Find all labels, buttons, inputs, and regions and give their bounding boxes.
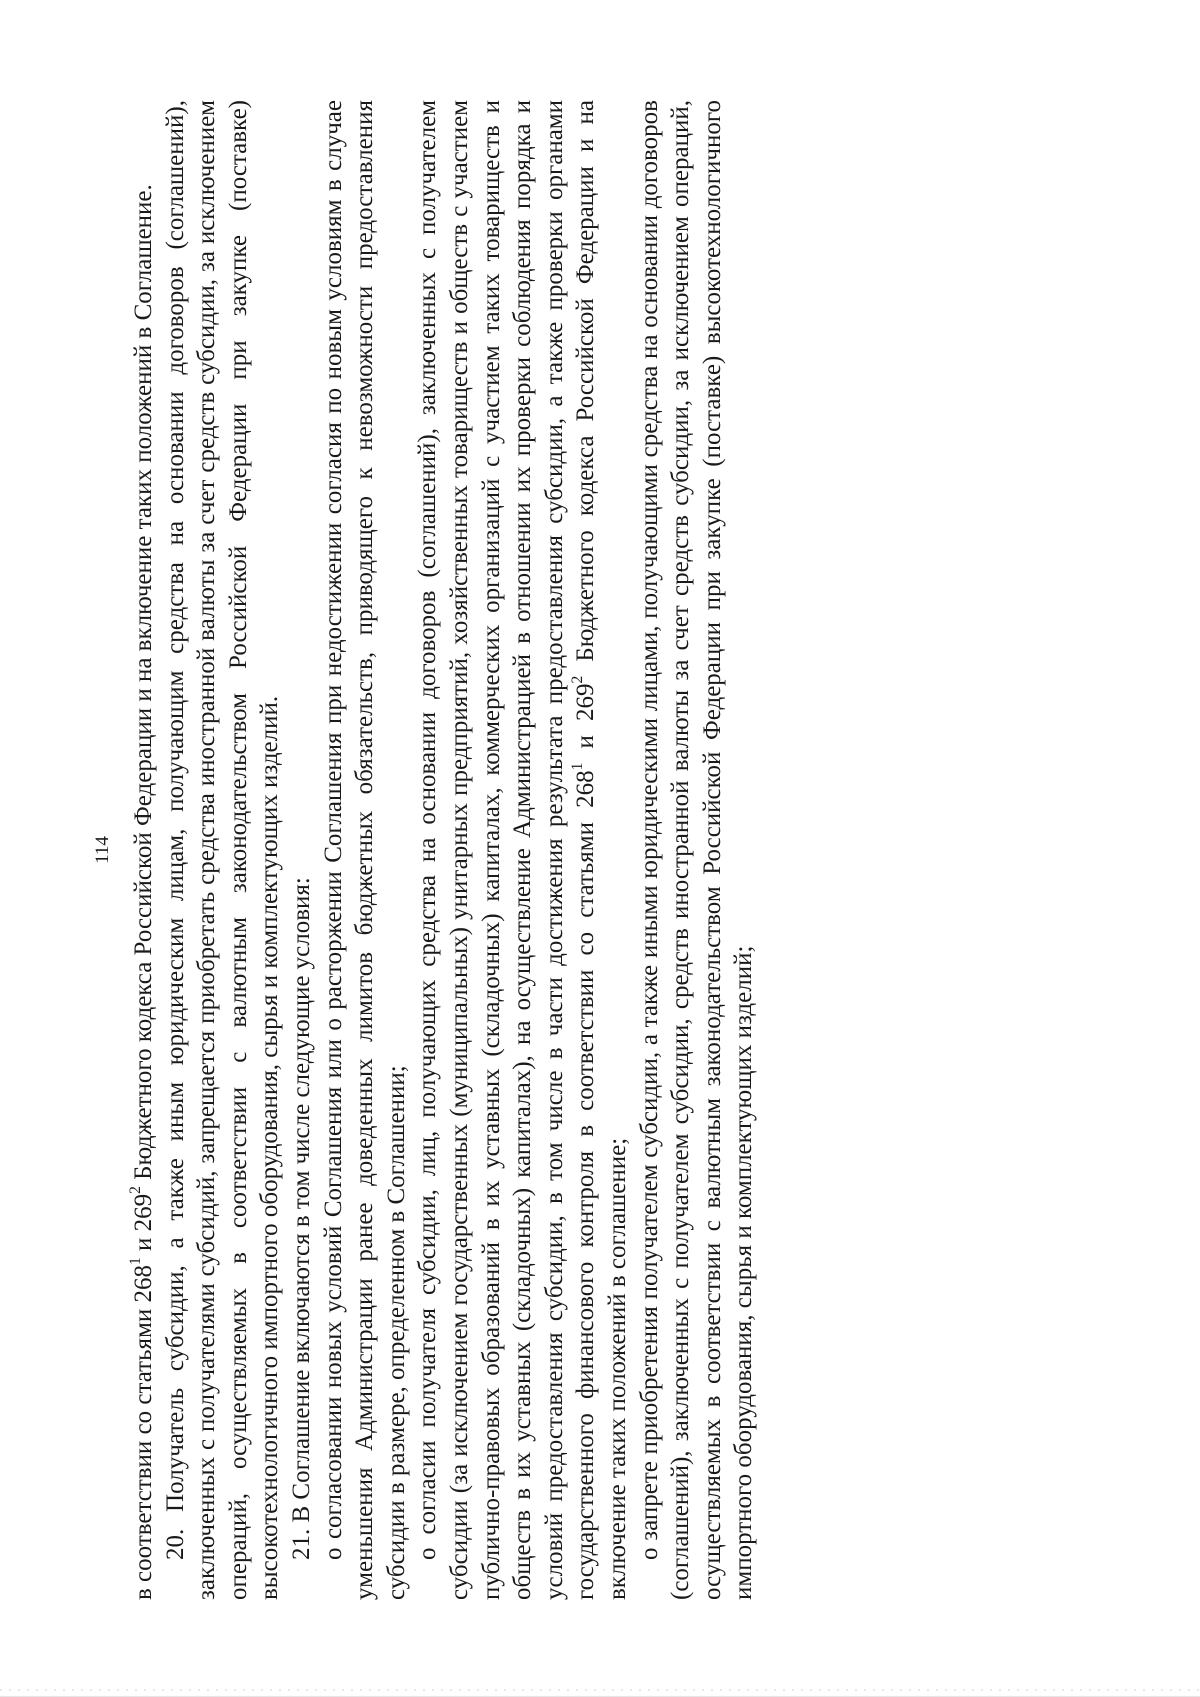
superscript: 2 [127, 1186, 145, 1194]
paragraph-item-21: 21. В Соглашение включаются в том числе следующие условия: [287, 877, 315, 1560]
superscript: 1 [569, 762, 587, 771]
paragraph-text: и 269 [572, 683, 600, 763]
condition-consent-inspection [412, 100, 633, 1600]
condition-agreement-change: о согласовании новых условий Соглашения или о расторжении Соглашения при недостижении согласия по новым условиям в случае уменьшения Администрации ранее доведенных лимитов бюджетных обязательств, приводящего к невозможности предоставления субсидии в размере, определенном в Соглашении; [319, 100, 410, 1600]
paragraph-text: и 269 [130, 1193, 157, 1258]
rotated-page-content [92, 100, 1032, 1600]
page-number: 114 [92, 836, 113, 864]
paragraph-text: Бюджетного кодекса Российской Федерации и на включение таких положений в Соглашение. [130, 184, 157, 1187]
paragraph-continuation [128, 100, 160, 1600]
superscript: 2 [569, 675, 587, 684]
paragraph-text: в соответствии со статьями 268 [130, 1265, 157, 1600]
paragraph-text: о согласии получателя субсидии, лиц, получающих средства на основании договоров (соглашений), заключенных с получателем субсидии (за исключением государственных (муниципальных) унитарных предприятий, хозяйственных товариществ и обществ с участием публично-правовых образований в их уставных (складочных) капиталах, коммерческих организаций с участием таких товариществ и обществ в их уставных (складочных) капиталах), на осуществление Администрацией в отношении их проверки соблюдения порядка и условий предоставления субсидии, в том числе в части достижения результата предоставления субсидии, а также проверки органами государственного финансового контроля в соответствии со статьями 268 [414, 100, 600, 1600]
document-body [128, 100, 760, 1600]
superscript: 1 [127, 1257, 145, 1266]
scan-artifact [0, 1689, 1200, 1691]
condition-currency-ban: о запрете приобретения получателем субсидии, а также иными юридическими лицами, получающими средства на основании договоров (соглашений), заключенных с получателем субсидии, средств иностранной валюты за счет средств субсидии, за исключением операций, осуществляемых в соответствии с валютным законодательством Российской Федерации при закупке (поставке) высокотехнологичного импортного оборудования, сырья и комплектующих изделий; [635, 100, 758, 1600]
paragraph-item-20: 20. Получатель субсидии, а также иным юридическим лицам, получающим средства на основании договоров (соглашений), заключенных с получателями субсидий, запрещается приобретать средства иностранной валюты за счет средств субсидии, за исключением операций, осуществляемых в соответствии с валютным законодательством Российской Федерации при закупке (поставке) высокотехнологичного импортного оборудования, сырья и комплектующих изделий. [161, 100, 284, 1600]
paragraph-text: Бюджетного кодекса Российской Федерации и на включение таких положений в соглашение; [572, 100, 631, 1600]
